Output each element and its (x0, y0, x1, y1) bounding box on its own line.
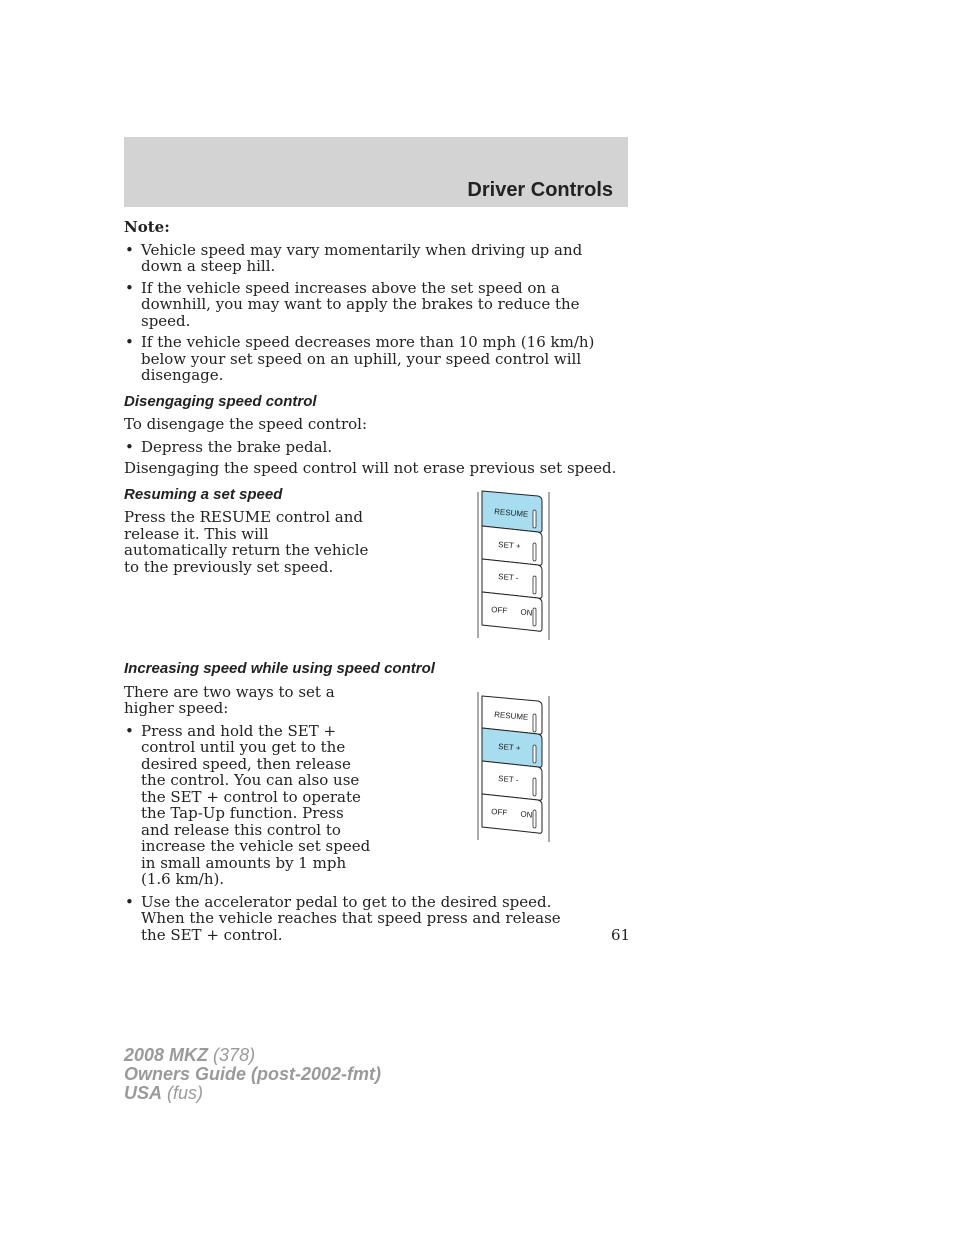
resume-label: RESUME (493, 507, 529, 519)
resume-label: RESUME (493, 710, 529, 722)
set-plus-label: SET + (497, 742, 521, 753)
note-list (124, 242, 624, 384)
disengaging-after: Disengaging the speed control will not erase previous set speed. (124, 459, 617, 477)
page-number: 61 (611, 926, 631, 944)
disengaging-list (124, 439, 624, 456)
footer-model-code: (378) (208, 1045, 256, 1065)
footer-line-3 (124, 1084, 381, 1103)
set-minus-label: SET - (497, 572, 519, 583)
note-label: Note: (124, 218, 170, 236)
set-minus-label: SET - (497, 774, 519, 785)
footer-market-code: (fus) (162, 1083, 204, 1103)
footer-model: 2008 MKZ (124, 1045, 209, 1065)
disengaging-heading: Disengaging speed control (124, 392, 317, 410)
footer-market: USA (124, 1083, 163, 1103)
disengaging-intro: To disengage the speed control: (124, 415, 367, 433)
list-item: • Press and hold the SET + control until you get to the desired speed, then release the control. You can also use the SET + control to operate the Tap-Up function. Press and release this control to increase the vehicle set speed in small amounts by 1 mph (1.6 km/h). (124, 723, 376, 888)
list-item: • Use the accelerator pedal to get to the desired speed. When the vehicle reaches that speed press and release the SET + control. (124, 894, 586, 944)
resuming-body: Press the RESUME control and release it. This will automatically return the vehicle to the previously set speed. (124, 508, 369, 576)
list-item: • Depress the brake pedal. (124, 439, 624, 456)
list-item: • If the vehicle speed increases above the set speed on a downhill, you may want to apply the brakes to reduce the speed. (124, 280, 624, 330)
footer-line-2: Owners Guide (post-2002-fmt) (124, 1064, 382, 1084)
increasing-intro: There are two ways to set a higher speed: (124, 682, 335, 717)
header-band (124, 137, 628, 207)
resuming-heading: Resuming a set speed (124, 485, 283, 503)
off-on-label: OFF ON (490, 605, 533, 618)
off-on-label: OFF ON (490, 807, 533, 820)
footer-line-1 (124, 1046, 381, 1065)
footer (124, 1046, 381, 1103)
speed-control-buttons-illustration-set-plus (476, 690, 556, 846)
increasing-heading: Increasing speed while using speed control (124, 660, 435, 677)
set-plus-label: SET + (497, 540, 521, 551)
page-title: Driver Controls (467, 179, 613, 201)
speed-control-buttons-illustration-resume (476, 488, 556, 644)
list-item: • If the vehicle speed decreases more than 10 mph (16 km/h) below your set speed on an uphill, your speed control will disengage. (124, 334, 624, 384)
list-item: • Vehicle speed may vary momentarily when driving up and down a steep hill. (124, 242, 624, 275)
